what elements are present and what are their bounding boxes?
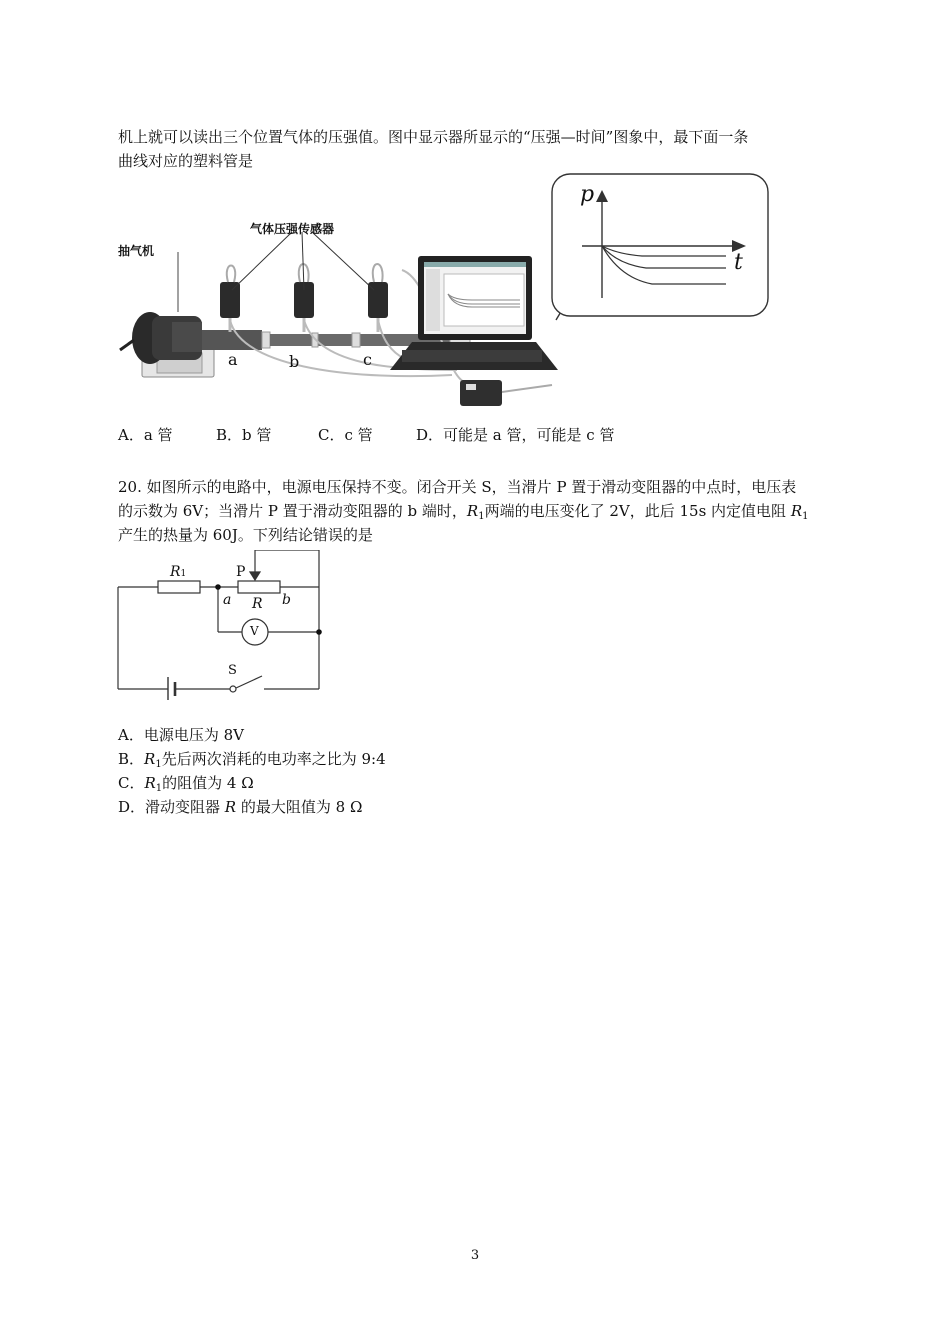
q20-option-a: A．电源电压为 8V — [118, 726, 244, 744]
q20-line-1: 20. 如图所示的电路中，电源电压保持不变。闭合开关 S，当滑片 P 置于滑动变阻器的中点时，电压表 — [118, 478, 797, 496]
q20-option-c: C．$R_1$的阻值为 4 Ω — [118, 774, 254, 794]
label-r1: R1 — [170, 564, 187, 580]
tube-label-c: c — [363, 350, 372, 369]
circuit-drawing — [112, 550, 337, 700]
tube-label-b: b — [289, 352, 300, 371]
q20-r1-symbol-2: R — [790, 502, 803, 520]
switch-pivot — [230, 686, 236, 692]
label-p: P — [236, 564, 246, 580]
label-s: S — [228, 663, 237, 678]
label-r: R — [252, 596, 263, 612]
page-number: 3 — [470, 1248, 480, 1263]
switch-lever — [236, 676, 262, 688]
q20-r1-subscript-2: 1 — [802, 511, 809, 522]
label-a: a — [223, 592, 232, 608]
q19-line-2: 曲线对应的塑料管是 — [118, 152, 254, 170]
q20-option-b: B．$R_1$先后两次消耗的电功率之比为 9:4 — [118, 750, 386, 770]
pump-icon — [120, 312, 214, 377]
q20-line-2-part-2: 两端的电压变化了 2V，此后 15s 内定值电阻 — [484, 502, 791, 520]
resistor-r1 — [158, 581, 200, 593]
q20-line-3: 产生的热量为 60J。下列结论错误的是 — [118, 526, 373, 544]
sensor-label: 气体压强传感器 — [250, 222, 335, 236]
junction-b — [316, 629, 322, 635]
q19-line-1: 机上就可以读出三个位置气体的压强值。图中显示器所显示的“压强—时间”图象中，最下面一条 — [118, 128, 749, 146]
label-b: b — [282, 592, 291, 608]
q19-option-c: C．c 管 — [318, 426, 373, 444]
q19-option-a: A．a 管 — [118, 426, 173, 444]
rheostat-r — [238, 581, 280, 593]
data-collector — [460, 380, 552, 406]
pump-label: 抽气机 — [118, 244, 155, 258]
pressure-experiment-figure — [112, 170, 772, 415]
junction-a — [215, 584, 221, 590]
q19-option-b: B．b 管 — [216, 426, 272, 444]
q19-option-d: D．可能是 a 管，可能是 c 管 — [416, 426, 615, 444]
tube-label-a: a — [228, 350, 238, 369]
experiment-drawing — [112, 170, 772, 415]
q20-r1-subscript: 1 — [478, 511, 485, 522]
axis-t-label: t — [734, 250, 743, 275]
label-v: V — [250, 624, 259, 638]
q20-line-2-part-1: 的示数为 6V；当滑片 P 置于滑动变阻器的 b 端时， — [118, 502, 467, 520]
q20-r1-symbol: R — [466, 502, 479, 520]
q20-option-d: D．滑动变阻器 R 的最大阻值为 8 Ω — [118, 798, 363, 816]
laptop — [390, 256, 558, 370]
axis-p-label: p — [580, 182, 595, 207]
circuit-diagram — [112, 550, 337, 700]
